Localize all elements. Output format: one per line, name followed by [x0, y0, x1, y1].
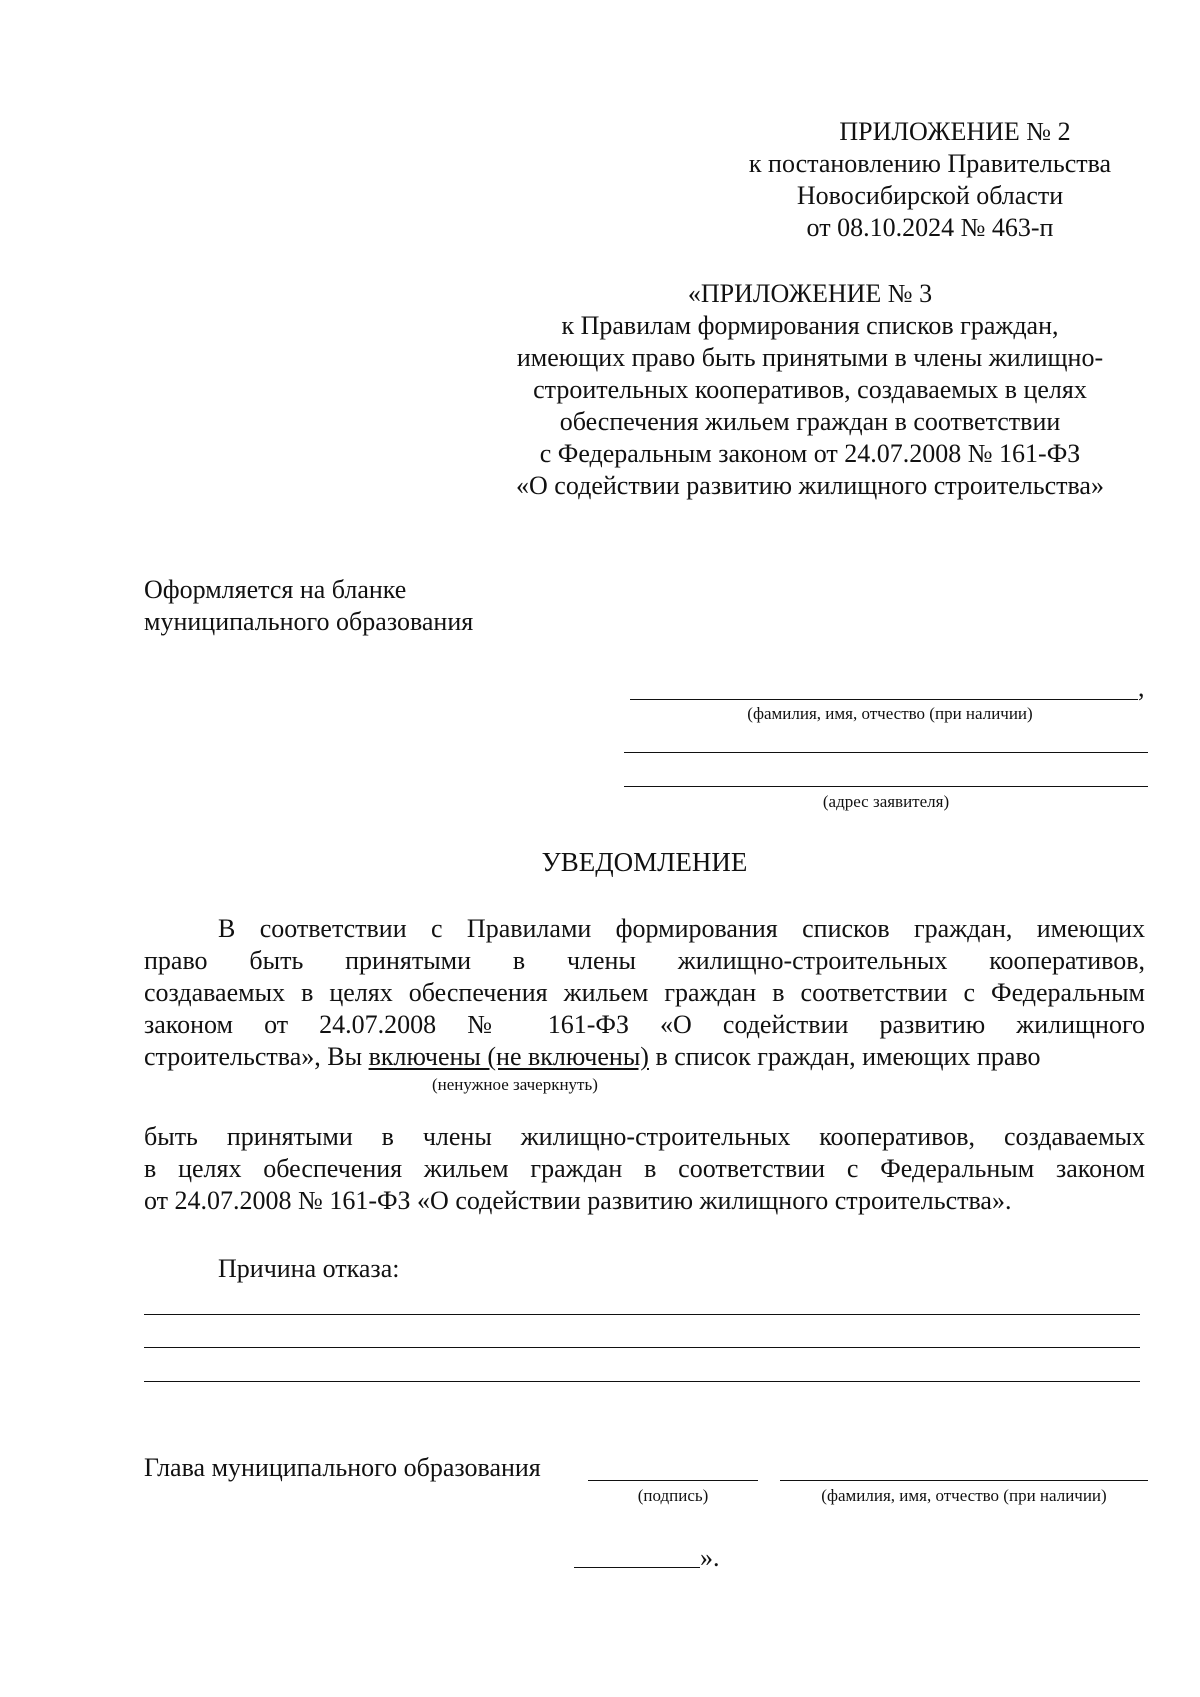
body-text: в список граждан, имеющих право — [648, 1042, 1041, 1071]
appendix-2-title: ПРИЛОЖЕНИЕ № 2 — [839, 117, 1071, 146]
recipient-name-comma: , — [1138, 673, 1145, 702]
recipient-name-caption: (фамилия, имя, отчество (при наличии) — [747, 704, 1033, 723]
appendix-3-line: с Федеральным законом от 24.07.2008 № 161-ФЗ — [539, 439, 1081, 468]
appendix-3-title: «ПРИЛОЖЕНИЕ № 3 — [687, 279, 933, 308]
body-line: создаваемых в целях обеспечения жильем граждан в соответствии с Федеральным — [144, 978, 1145, 1007]
body-line: быть принятыми в члены жилищно-строительных кооперативов, создаваемых — [144, 1122, 1145, 1151]
body-line-last — [144, 1041, 1040, 1073]
recipient-address-line-2[interactable] — [624, 786, 1148, 787]
body-line: законом от 24.07.2008 № 161-ФЗ «О содействии развитию жилищного — [144, 1010, 1145, 1039]
appendix-3-line: строительных кооперативов, создаваемых в целях — [533, 375, 1087, 404]
strike-caption: (ненужное зачеркнуть) — [432, 1075, 598, 1094]
signature-caption: (подпись) — [637, 1486, 709, 1505]
appendix-2-line: к постановлению Правительства — [748, 149, 1112, 178]
body-line: В соответствии с Правилами формирования списков граждан, имеющих — [218, 914, 1145, 943]
body-line: в целях обеспечения жильем граждан в соответствии с Федеральным законом — [144, 1154, 1145, 1183]
refusal-line-2[interactable] — [144, 1347, 1140, 1348]
signature-line[interactable] — [588, 1480, 758, 1481]
refusal-line-1[interactable] — [144, 1314, 1140, 1315]
closing-mark: ». — [700, 1543, 720, 1572]
signature-name-line[interactable] — [780, 1480, 1148, 1481]
appendix-3-line: к Правилам формирования списков граждан, — [561, 311, 1059, 340]
body-line: право быть принятыми в члены жилищно-строительных кооперативов, — [144, 946, 1145, 975]
recipient-address-line-1[interactable] — [624, 752, 1148, 753]
refusal-label: Причина отказа: — [218, 1254, 400, 1283]
refusal-line-3[interactable] — [144, 1381, 1140, 1382]
body-line: от 24.07.2008 № 161-ФЗ «О содействии развитию жилищного строительства». — [144, 1186, 1012, 1215]
appendix-2-line: Новосибирской области — [796, 181, 1064, 210]
signature-label: Глава муниципального образования — [144, 1453, 541, 1482]
appendix-3-line: «О содействии развитию жилищного строительства» — [516, 471, 1104, 500]
blank-note-line: муниципального образования — [144, 607, 474, 636]
appendix-2-date: от 08.10.2024 № 463-п — [806, 213, 1054, 242]
closing-line[interactable] — [574, 1567, 700, 1568]
recipient-address-caption: (адрес заявителя) — [822, 792, 950, 811]
blank-note-line: Оформляется на бланке — [144, 575, 407, 604]
appendix-3-line: обеспечения жильем граждан в соответствии — [559, 407, 1061, 436]
signature-name-caption: (фамилия, имя, отчество (при наличии) — [821, 1486, 1107, 1505]
recipient-name-line[interactable] — [630, 699, 1138, 700]
document-title: УВЕДОМЛЕНИЕ — [541, 847, 748, 877]
body-text: строительства», Вы — [144, 1042, 369, 1071]
included-status-text: включены (не включены) — [368, 1042, 649, 1071]
appendix-3-line: имеющих право быть принятыми в члены жилищно- — [516, 343, 1104, 372]
